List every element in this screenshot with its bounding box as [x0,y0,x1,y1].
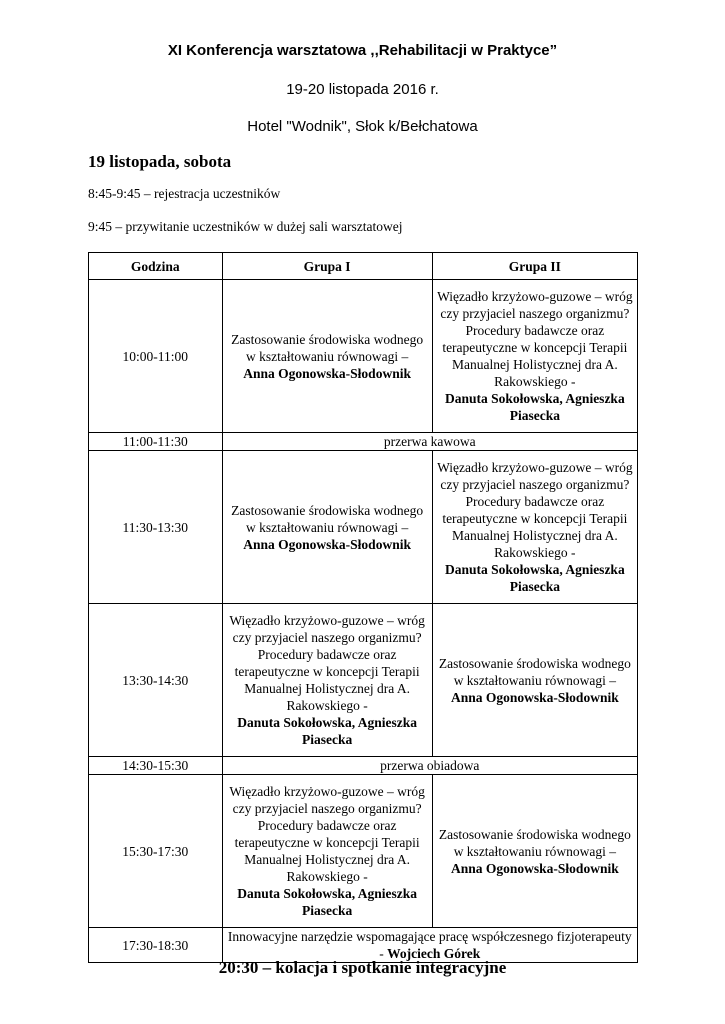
time-cell: 11:00-11:30 [89,433,223,451]
time-cell: 13:30-14:30 [89,604,223,757]
document-title: XI Konferencja warsztatowa ,,Rehabilitacji w Praktyce” [167,42,558,59]
day-heading: 19 listopada, sobota [88,152,232,171]
time-cell: 14:30-15:30 [89,757,223,775]
closing-event: 20:30 – kolacja i spotkanie integracyjne [218,958,507,977]
event-dates: 19-20 listopada 2016 r. [286,81,439,98]
table-header-row [89,253,638,280]
session-cell [432,451,637,604]
header-time: Godzina [89,253,223,280]
header-group-1: Grupa I [222,253,432,280]
session-title: Więzadło krzyżowo-guzowe – wróg czy przyjaciel naszego organizmu? Procedury badawcze oraz terapeutyczne w koncepcji Terapii Manualnej Holistycznej dra A. Rakowskiego - [229,784,425,884]
time-cell: 15:30-17:30 [89,775,223,928]
session-title: Więzadło krzyżowo-guzowe – wróg czy przyjaciel naszego organizmu? Procedury badawcze oraz terapeutyczne w koncepcji Terapii Manualnej Holistycznej dra A. Rakowskiego - [437,289,633,389]
session-authors: Danuta Sokołowska, Agnieszka Piasecka [445,391,625,423]
session-author: Anna Ogonowska-Słodownik [243,365,411,381]
session-title: Więzadło krzyżowo-guzowe – wróg czy przyjaciel naszego organizmu? Procedury badawcze oraz terapeutyczne w koncepcji Terapii Manualnej Holistycznej dra A. Rakowskiego - [437,460,633,560]
session-cell [222,775,432,928]
session-title: Zastosowanie środowiska wodnego w kształtowaniu równowagi – [438,826,631,859]
session-title: Zastosowanie środowiska wodnego w kształtowaniu równowagi – [438,655,631,688]
table-row [89,604,638,757]
table-row [89,775,638,928]
break-cell: przerwa kawowa [222,433,637,451]
table-row [89,280,638,433]
header-group-2: Grupa II [432,253,637,280]
time-cell: 10:00-11:00 [89,280,223,433]
session-title: Więzadło krzyżowo-guzowe – wróg czy przyjaciel naszego organizmu? Procedury badawcze oraz terapeutyczne w koncepcji Terapii Manualnej Holistycznej dra A. Rakowskiego - [229,613,425,713]
break-cell: przerwa obiadowa [222,757,637,775]
session-author: Wojciech Górek [387,946,481,961]
session-authors: Danuta Sokołowska, Agnieszka Piasecka [445,562,625,594]
session-cell [432,775,637,928]
welcome-line: 9:45 – przywitanie uczestników w dużej sali warsztatowej [88,219,403,234]
registration-line: 8:45-9:45 – rejestracja uczestników [88,186,281,201]
session-author: Anna Ogonowska-Słodownik [243,536,411,552]
session-title: Innowacyjne narzędzie wspomagające pracę współczesnego fizjoterapeuty - [227,929,632,961]
session-author: Anna Ogonowska-Słodownik [451,860,619,876]
event-venue: Hotel "Wodnik", Słok k/Bełchatowa [247,118,478,135]
table-row [89,451,638,604]
session-authors: Danuta Sokołowska, Agnieszka Piasecka [237,886,417,918]
time-cell: 17:30-18:30 [89,928,223,963]
table-row [89,433,638,451]
schedule-table [88,252,638,963]
session-cell [222,451,432,604]
session-cell [222,604,432,757]
session-authors: Danuta Sokołowska, Agnieszka Piasecka [237,715,417,747]
session-title: Zastosowanie środowiska wodnego w kształtowaniu równowagi – [231,502,424,535]
table-row [89,757,638,775]
session-cell [222,280,432,433]
session-cell [432,280,637,433]
session-author: Anna Ogonowska-Słodownik [451,689,619,705]
session-title: Zastosowanie środowiska wodnego w kształtowaniu równowagi – [231,331,424,364]
time-cell: 11:30-13:30 [89,451,223,604]
session-cell [432,604,637,757]
